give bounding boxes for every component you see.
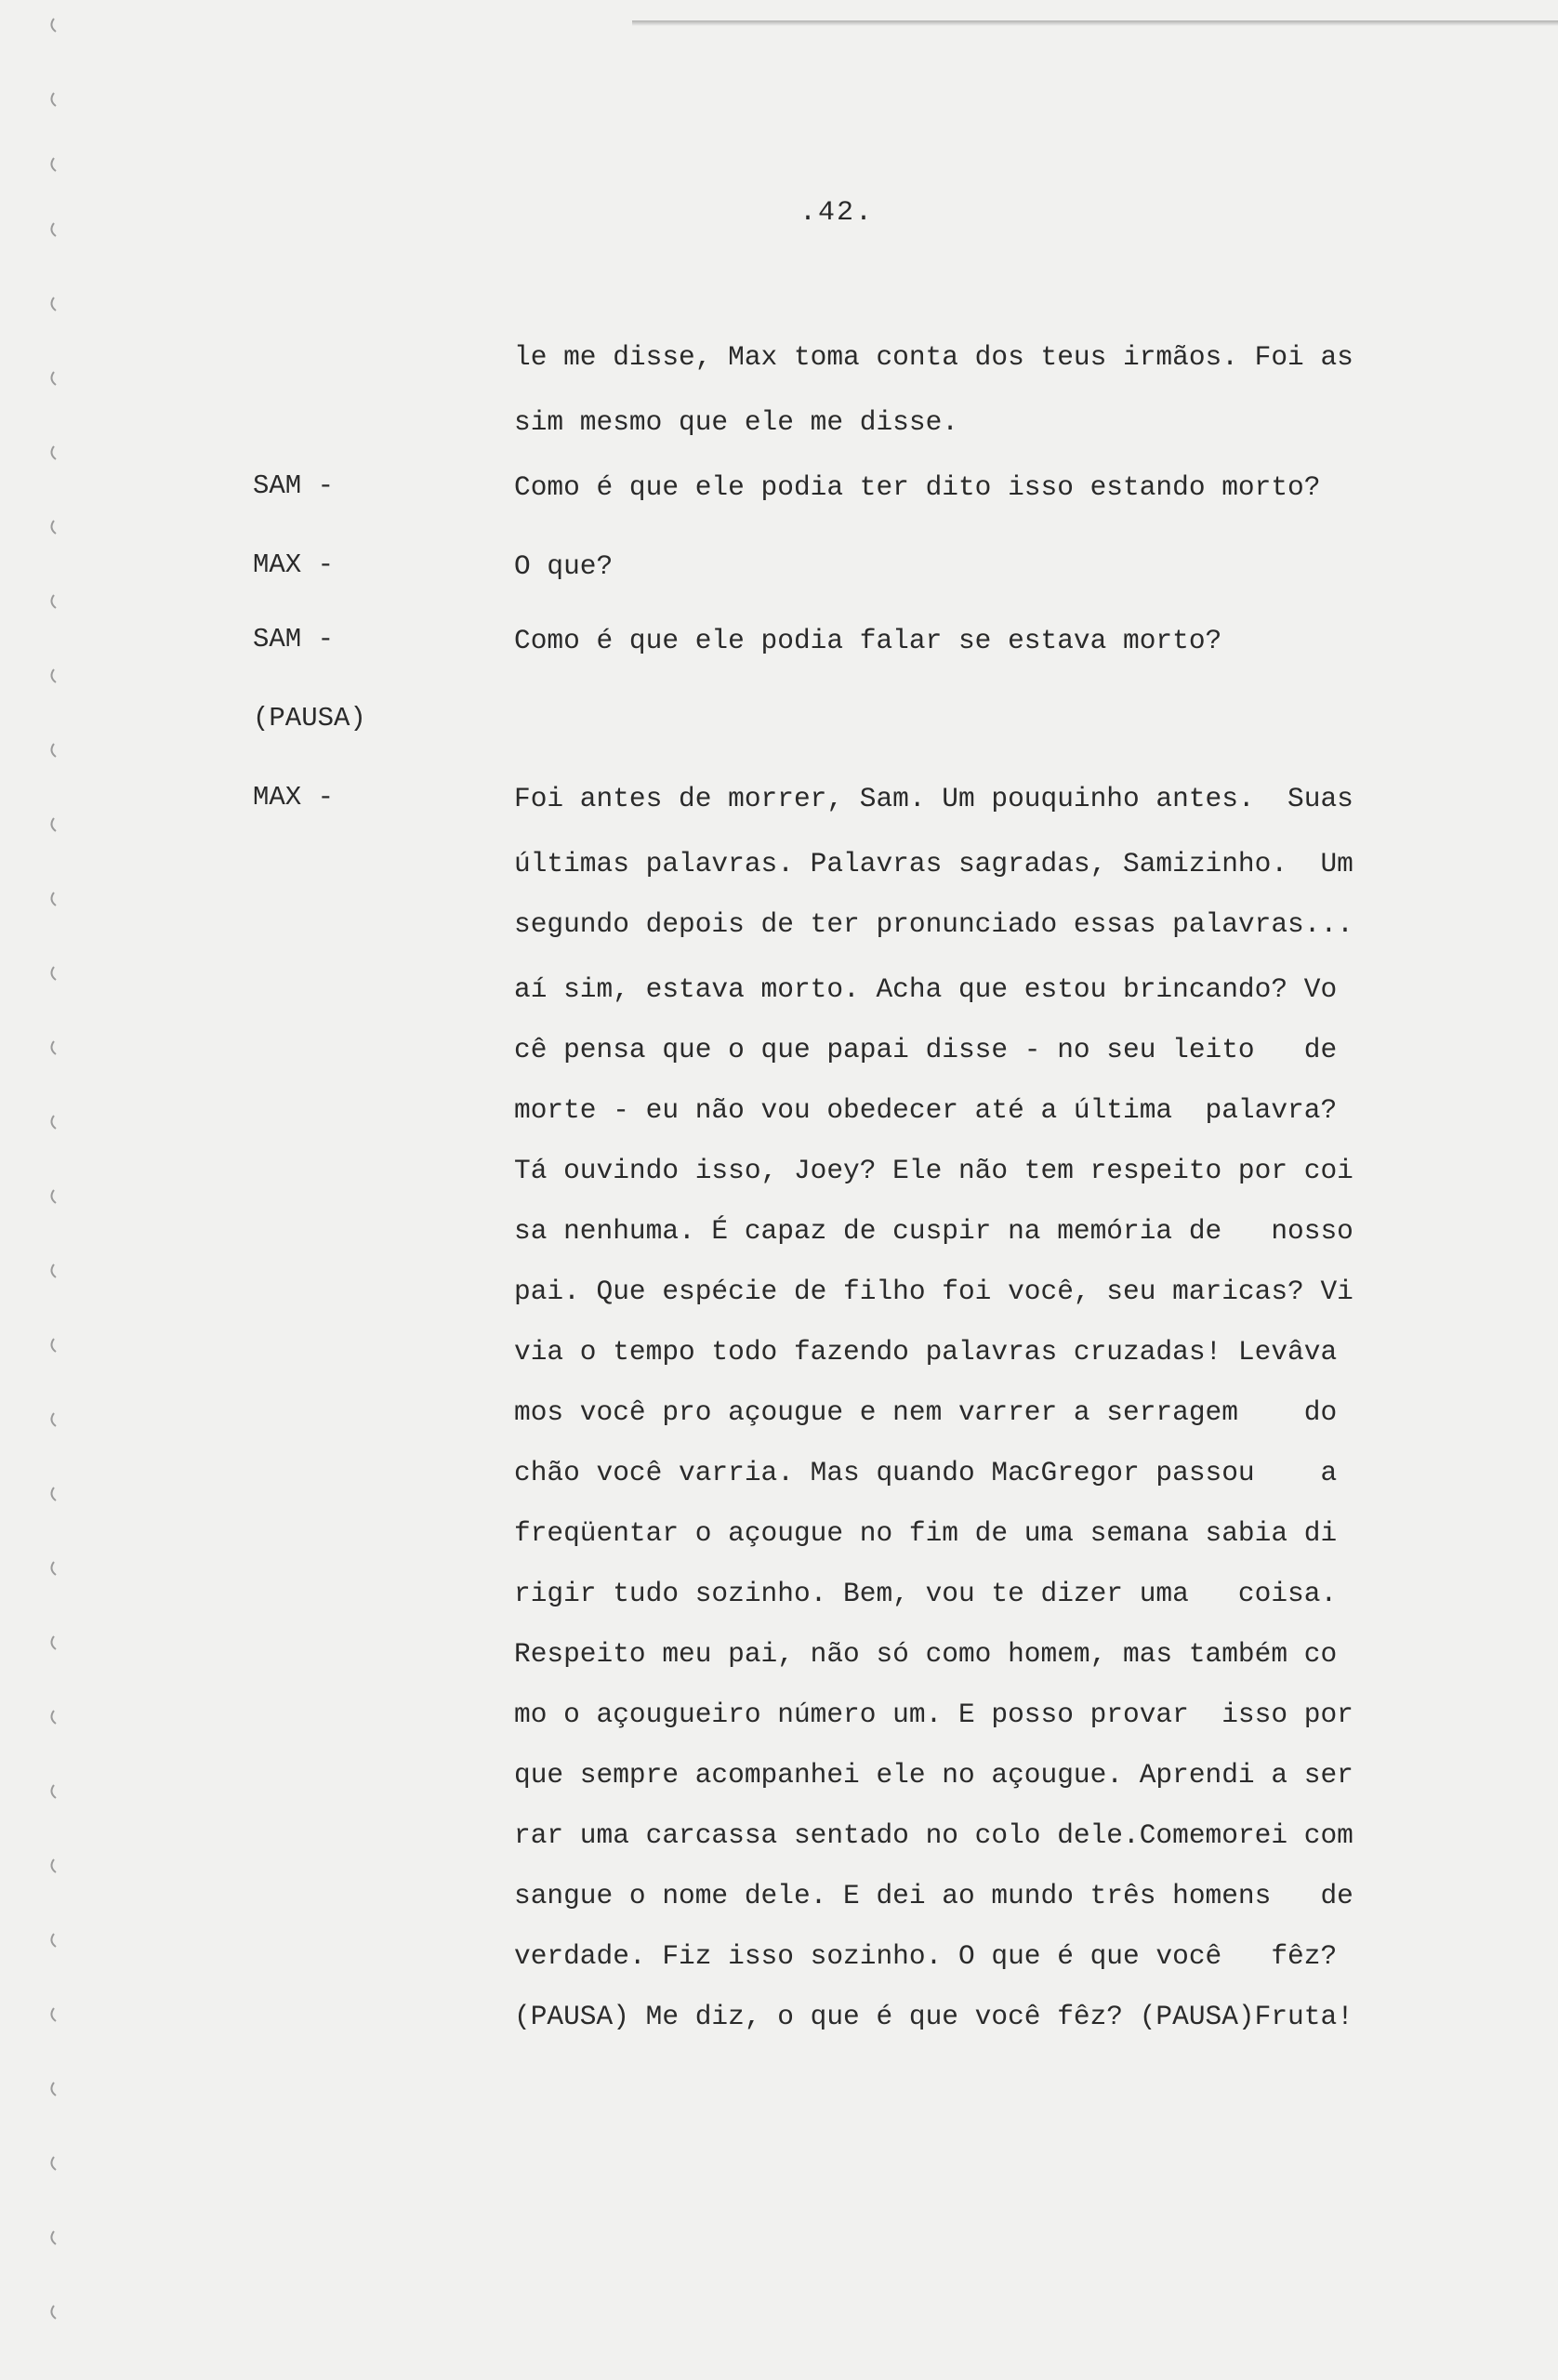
dialogue-line: cê pensa que o que papai disse - no seu leito de — [514, 1034, 1338, 1065]
dialogue-line: mo o açougueiro número um. E posso provar isso por — [514, 1699, 1353, 1730]
dialogue-line: últimas palavras. Palavras sagradas, Samizinho. Um — [514, 848, 1353, 879]
page-top-edge-shadow — [632, 20, 1558, 26]
dialogue-line: que sempre acompanhei ele no açougue. Aprendi a ser — [514, 1759, 1353, 1791]
dialogue-line: sa nenhuma. É capaz de cuspir na memória de nosso — [514, 1215, 1353, 1247]
dialogue-line: morte - eu não vou obedecer até a última palavra? — [514, 1094, 1338, 1126]
dialogue-line: sangue o nome dele. E dei ao mundo três homens de — [514, 1880, 1353, 1911]
speaker-label: MAX - — [253, 549, 335, 580]
speaker-label: MAX - — [253, 782, 335, 813]
dialogue-line: chão você varria. Mas quando MacGregor passou a — [514, 1457, 1338, 1488]
dialogue-line: (PAUSA) Me diz, o que é que você fêz? (PAUSA)Fruta! — [514, 2001, 1353, 2032]
dialogue-line: mos você pro açougue e nem varrer a serragem do — [514, 1396, 1338, 1428]
dialogue-line: Como é que ele podia falar se estava morto? — [514, 625, 1222, 656]
dialogue-line: pai. Que espécie de filho foi você, seu maricas? Vi — [514, 1276, 1353, 1307]
dialogue-line: Foi antes de morrer, Sam. Um pouquinho antes. Suas — [514, 783, 1353, 814]
dialogue-line: rigir tudo sozinho. Bem, vou te dizer uma coisa. — [514, 1578, 1338, 1609]
speaker-label: (PAUSA) — [253, 703, 366, 734]
dialogue-line: sim mesmo que ele me disse. — [514, 406, 958, 438]
binding-marks — [17, 0, 73, 2380]
dialogue-line: le me disse, Max toma conta dos teus irmãos. Foi as — [514, 341, 1353, 373]
dialogue-line: verdade. Fiz isso sozinho. O que é que você fêz? — [514, 1940, 1338, 1972]
speaker-label: SAM - — [253, 470, 335, 501]
speaker-label: SAM - — [253, 624, 335, 654]
dialogue-line: rar uma carcassa sentado no colo dele.Comemorei com — [514, 1819, 1353, 1851]
dialogue-line: aí sim, estava morto. Acha que estou brincando? Vo — [514, 973, 1338, 1005]
dialogue-line: via o tempo todo fazendo palavras cruzadas! Levâva — [514, 1336, 1338, 1368]
dialogue-line: Respeito meu pai, não só como homem, mas também co — [514, 1638, 1338, 1670]
dialogue-line: O que? — [514, 550, 614, 582]
dialogue-line: freqüentar o açougue no fim de uma semana sabia di — [514, 1517, 1338, 1549]
dialogue-line: Como é que ele podia ter dito isso estando morto? — [514, 471, 1321, 503]
page-number: .42. — [799, 197, 875, 229]
dialogue-line: Tá ouvindo isso, Joey? Ele não tem respeito por coi — [514, 1155, 1353, 1186]
dialogue-line: segundo depois de ter pronunciado essas palavras... — [514, 908, 1353, 940]
